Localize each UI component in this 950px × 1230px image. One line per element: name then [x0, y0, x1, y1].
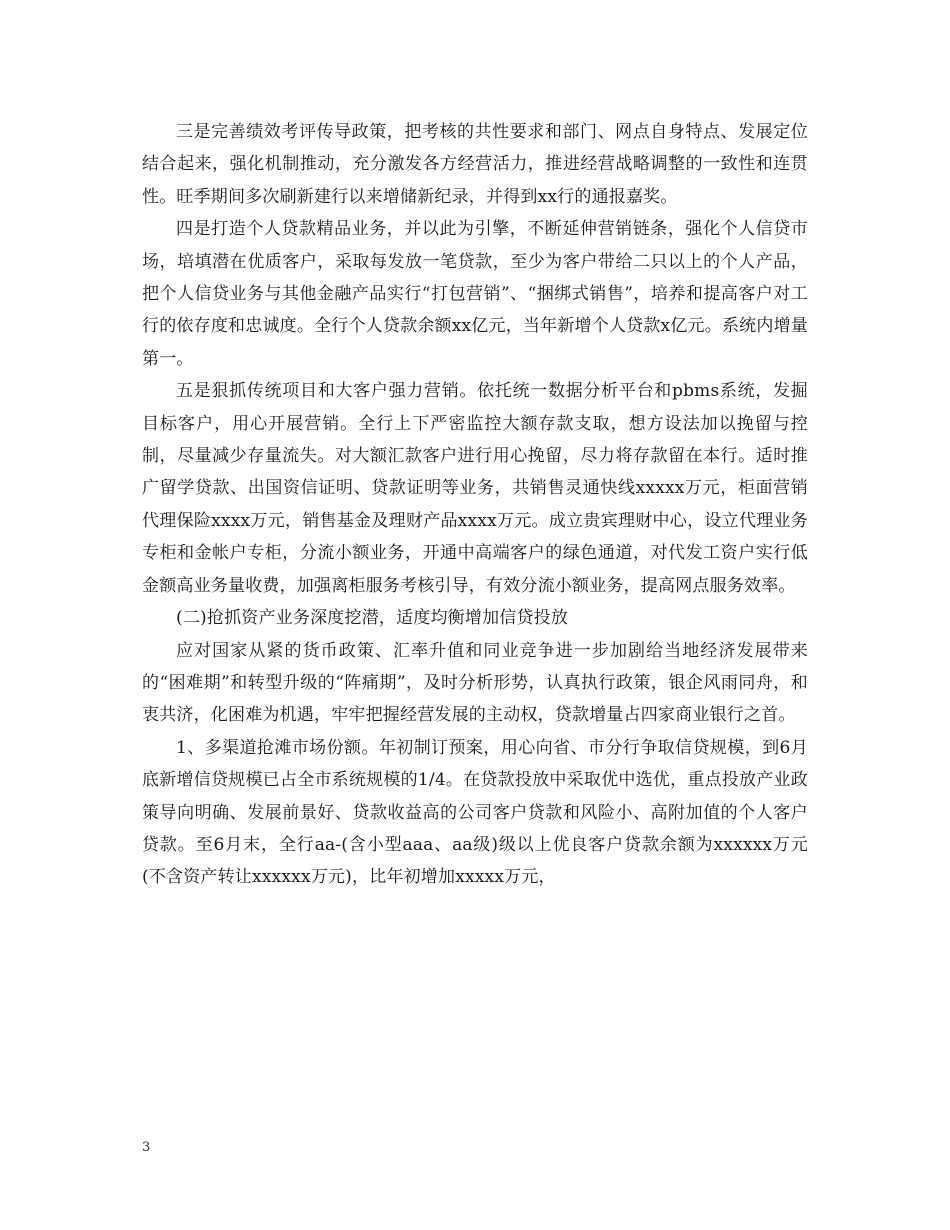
paragraph-market-share: 1、多渠道抢滩市场份额。年初制订预案，用心向省、市分行争取信贷规模，到6月底新增信贷规模已占全市系统规模的1/4。在贷款投放中采取优中选优，重点投放产业政策导向明确、发展前景好、贷款收益高的公司客户贷款和风险小、高附加值的个人客户贷款。至6月末，全行aa-(含小型aaa、aa级)级以上优良客户贷款余额为xxxxxx万元(不含资产转让xxxxxx万元)，比年初增加xxxxx万元，	[142, 737, 808, 888]
section-heading-asset-business: (二)抢抓资产业务深度挖潜，适度均衡增加信贷投放	[176, 608, 569, 629]
document-body	[142, 116, 808, 894]
paragraph-traditional-marketing: 五是狠抓传统项目和大客户强力营销。依托统一数据分析平台和pbms系统，发掘目标客户，用心开展营销。全行上下严密监控大额存款支取，想方设法加以挽留与控制，尽量减少存量流失。对大额汇款客户进行用心挽留，尽力将存款留在本行。适时推广留学贷款、出国资信证明、贷款证明等业务，共销售灵通快线xxxxx万元，柜面营销代理保险xxxx万元，销售基金及理财产品xxxx万元。成立贵宾理财中心，设立代理业务专柜和金帐户专柜，分流小额业务，开通中高端客户的绿色通道，对代发工资户实行低金额高业务量收费，加强离柜服务考核引导，有效分流小额业务，提高网点服务效率。	[142, 381, 808, 596]
paragraph-economic-response: 应对国家从紧的货币政策、汇率升值和同业竞争进一步加剧给当地经济发展带来的“困难期”和转型升级的“阵痛期”，及时分析形势，认真执行政策，银企风雨同舟，和衷共济，化困难为机遇，牢牢把握经营发展的主动权，贷款增量占四家商业银行之首。	[142, 640, 808, 726]
paragraph-performance-policy: 三是完善绩效考评传导政策，把考核的共性要求和部门、网点自身特点、发展定位结合起来，强化机制推动，充分激发各方经营活力，推进经营战略调整的一致性和连贯性。旺季期间多次刷新建行以来增储新纪录，并得到xx行的通报嘉奖。	[142, 122, 808, 207]
paragraph-personal-loans: 四是打造个人贷款精品业务，并以此为引擎，不断延伸营销链条，强化个人信贷市场，培填潜在优质客户，采取每发放一笔贷款，至少为客户带给二只以上的个人产品，把个人信贷业务与其他金融产品实行“打包营销”、“捆绑式销售”，培养和提高客户对工行的依存度和忠诚度。全行个人贷款余额xx亿元，当年新增个人贷款x亿元。系统内增量第一。	[142, 219, 808, 369]
page-number: 3	[142, 1140, 151, 1155]
